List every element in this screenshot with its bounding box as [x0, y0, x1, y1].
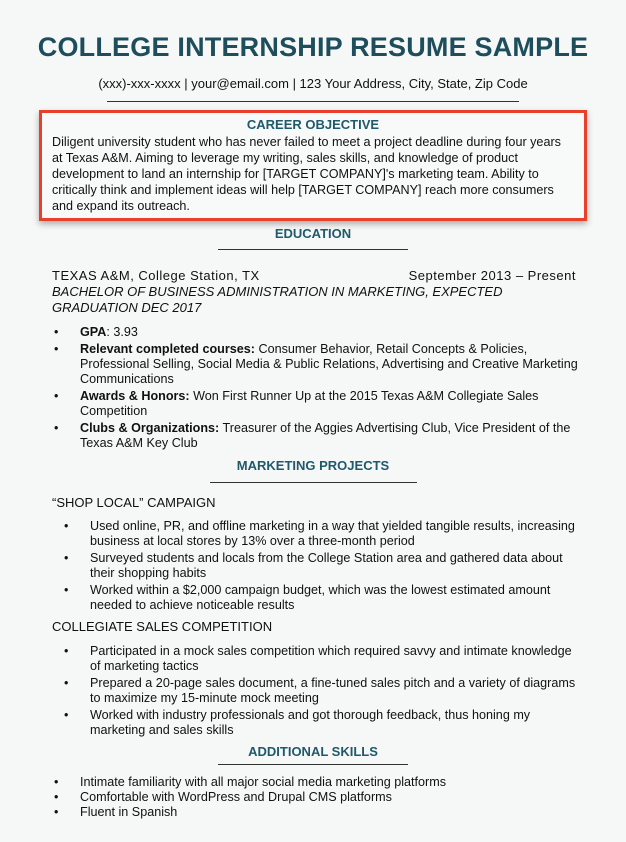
list-item: • Prepared a 20-page sales document, a fine-tuned sales pitch and a variety of diagrams to maximize my 15-minute mock meeting	[90, 676, 580, 706]
item-text: : 3.93	[106, 325, 138, 339]
career-objective-text: Diligent university student who has never failed to meet a project deadline during four years at Texas A&M. Aiming to leverage my writing, sales skills, and knowledge of product development to land an internship for [TARGET COMPANY]'s marketing team. Ability to critically think and implement ideas will help [TARGET COMPANY] reach more consumers and expand its outreach.	[52, 135, 561, 213]
item-label: GPA	[80, 325, 107, 339]
contact-line: (xxx)-xxx-xxxx | your@email.com | 123 Your Address, City, State, Zip Code	[98, 76, 528, 91]
divider	[218, 764, 408, 765]
school-name: TEXAS A&M, College Station, TX	[52, 268, 260, 283]
list-item: • Used online, PR, and offline marketing in a way that yielded tangible results, increasing business at local stores by 13% over a three-month period	[90, 519, 580, 549]
item-text: Consumer Behavior, Retail Concepts & Policies, Professional Selling, Social Media & Public Relations, Advertising and Creative Marketing Communications	[80, 342, 578, 386]
list-item	[80, 421, 580, 451]
divider	[218, 249, 408, 250]
resume-title: COLLEGE INTERNSHIP RESUME SAMPLE	[37, 32, 589, 62]
list-item: • Fluent in Spanish	[80, 805, 580, 820]
education-list	[80, 325, 580, 451]
career-objective-box	[39, 110, 587, 221]
project-title: “SHOP LOCAL” CAMPAIGN	[52, 495, 216, 510]
item-text: Won First Runner Up at the 2015 Texas A&M Collegiate Sales Competition	[80, 389, 539, 418]
list-item	[80, 342, 580, 387]
list-item: • Worked within a $2,000 campaign budget, which was the lowest estimated amount needed to achieve noticeable results	[90, 583, 580, 613]
education-dates: September 2013 – Present	[408, 268, 576, 283]
marketing-projects-heading: MARKETING PROJECTS	[236, 458, 390, 473]
item-label: Awards & Honors:	[80, 389, 190, 403]
project-title: COLLEGIATE SALES COMPETITION	[52, 619, 273, 634]
education-school-row	[52, 267, 576, 284]
divider	[210, 482, 417, 483]
education-heading: EDUCATION	[274, 226, 352, 241]
item-text: Treasurer of the Aggies Advertising Club, Vice President of the Texas A&M Key Club	[80, 421, 571, 450]
list-item: • Participated in a mock sales competition which required savvy and intimate knowledge of marketing tactics	[90, 644, 580, 674]
project-list	[90, 519, 580, 613]
item-label: Relevant completed courses:	[80, 342, 255, 356]
project-list	[90, 644, 580, 738]
item-label: Clubs & Organizations:	[80, 421, 220, 435]
list-item	[80, 325, 580, 340]
list-item	[80, 389, 580, 419]
degree: BACHELOR OF BUSINESS ADMINISTRATION IN MARKETING, EXPECTED GRADUATION DEC 2017	[52, 284, 503, 315]
list-item: • Surveyed students and locals from the College Station area and gathered data about their shopping habits	[90, 551, 580, 581]
list-item: • Intimate familiarity with all major social media marketing platforms	[80, 775, 580, 790]
resume-page	[0, 32, 626, 840]
list-item: • Comfortable with WordPress and Drupal CMS platforms	[80, 790, 580, 805]
list-item: • Worked with industry professionals and got thorough feedback, thus honing my marketing and sales skills	[90, 708, 580, 738]
additional-skills-heading: ADDITIONAL SKILLS	[248, 744, 378, 759]
skills-list	[80, 775, 580, 820]
divider	[107, 101, 519, 102]
career-objective-heading: CAREER OBJECTIVE	[246, 117, 380, 132]
